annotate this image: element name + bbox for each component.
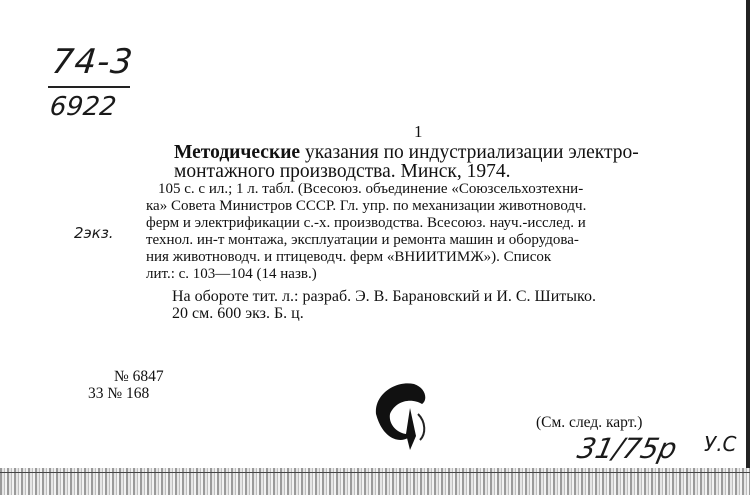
description-line: ка» Совета Министров СССР. Гл. упр. по механизации животноводч. bbox=[146, 198, 587, 214]
continued-note: (См. след. карт.) bbox=[536, 414, 643, 431]
description-line: технол. ин-т монтажа, эксплуатации и ремонта машин и оборудова- bbox=[146, 232, 579, 248]
title-line-1 bbox=[174, 143, 639, 163]
registration-number-2: 33 № 168 bbox=[88, 385, 150, 402]
physical-description: 20 см. 600 экз. Б. ц. bbox=[172, 305, 304, 322]
description-line: ния животноводч. и птицеводч. ферм «ВНИИТИМЖ»). Список bbox=[146, 249, 552, 265]
handwritten-signature-left: 31/75р bbox=[574, 432, 680, 465]
verso-note: На обороте тит. л.: разраб. Э. В. Барановский и И. С. Шитыко. bbox=[172, 288, 596, 305]
title-line-2: монтажного производства. Минск, 1974. bbox=[174, 161, 511, 182]
library-stamp-mark bbox=[366, 374, 440, 452]
shelf-mark-divider bbox=[48, 86, 130, 88]
shelf-mark-bottom: 6922 bbox=[48, 92, 118, 122]
description-line: лит.: с. 103—104 (14 назв.) bbox=[146, 266, 317, 282]
registration-number: № 6847 bbox=[114, 368, 164, 385]
card-right-edge bbox=[746, 0, 750, 468]
shelf-mark-top: 74-3 bbox=[49, 42, 136, 82]
card-number: 1 bbox=[414, 122, 423, 141]
margin-note-copies: 2экз. bbox=[74, 224, 114, 242]
description-line: ферм и электрификации с.-х. производства. Всесоюз. науч.-исслед. и bbox=[146, 215, 586, 231]
card-bottom-edge-noise bbox=[0, 468, 750, 495]
description-line: 105 с. с ил.; 1 л. табл. (Всесоюз. объединение «Союзсельхозтехни- bbox=[158, 181, 584, 197]
title-line-1-rest: указания по индустриализации электро- bbox=[300, 142, 639, 163]
title-lead-word: Методические bbox=[174, 142, 301, 163]
handwritten-initials: У.С bbox=[704, 432, 737, 456]
